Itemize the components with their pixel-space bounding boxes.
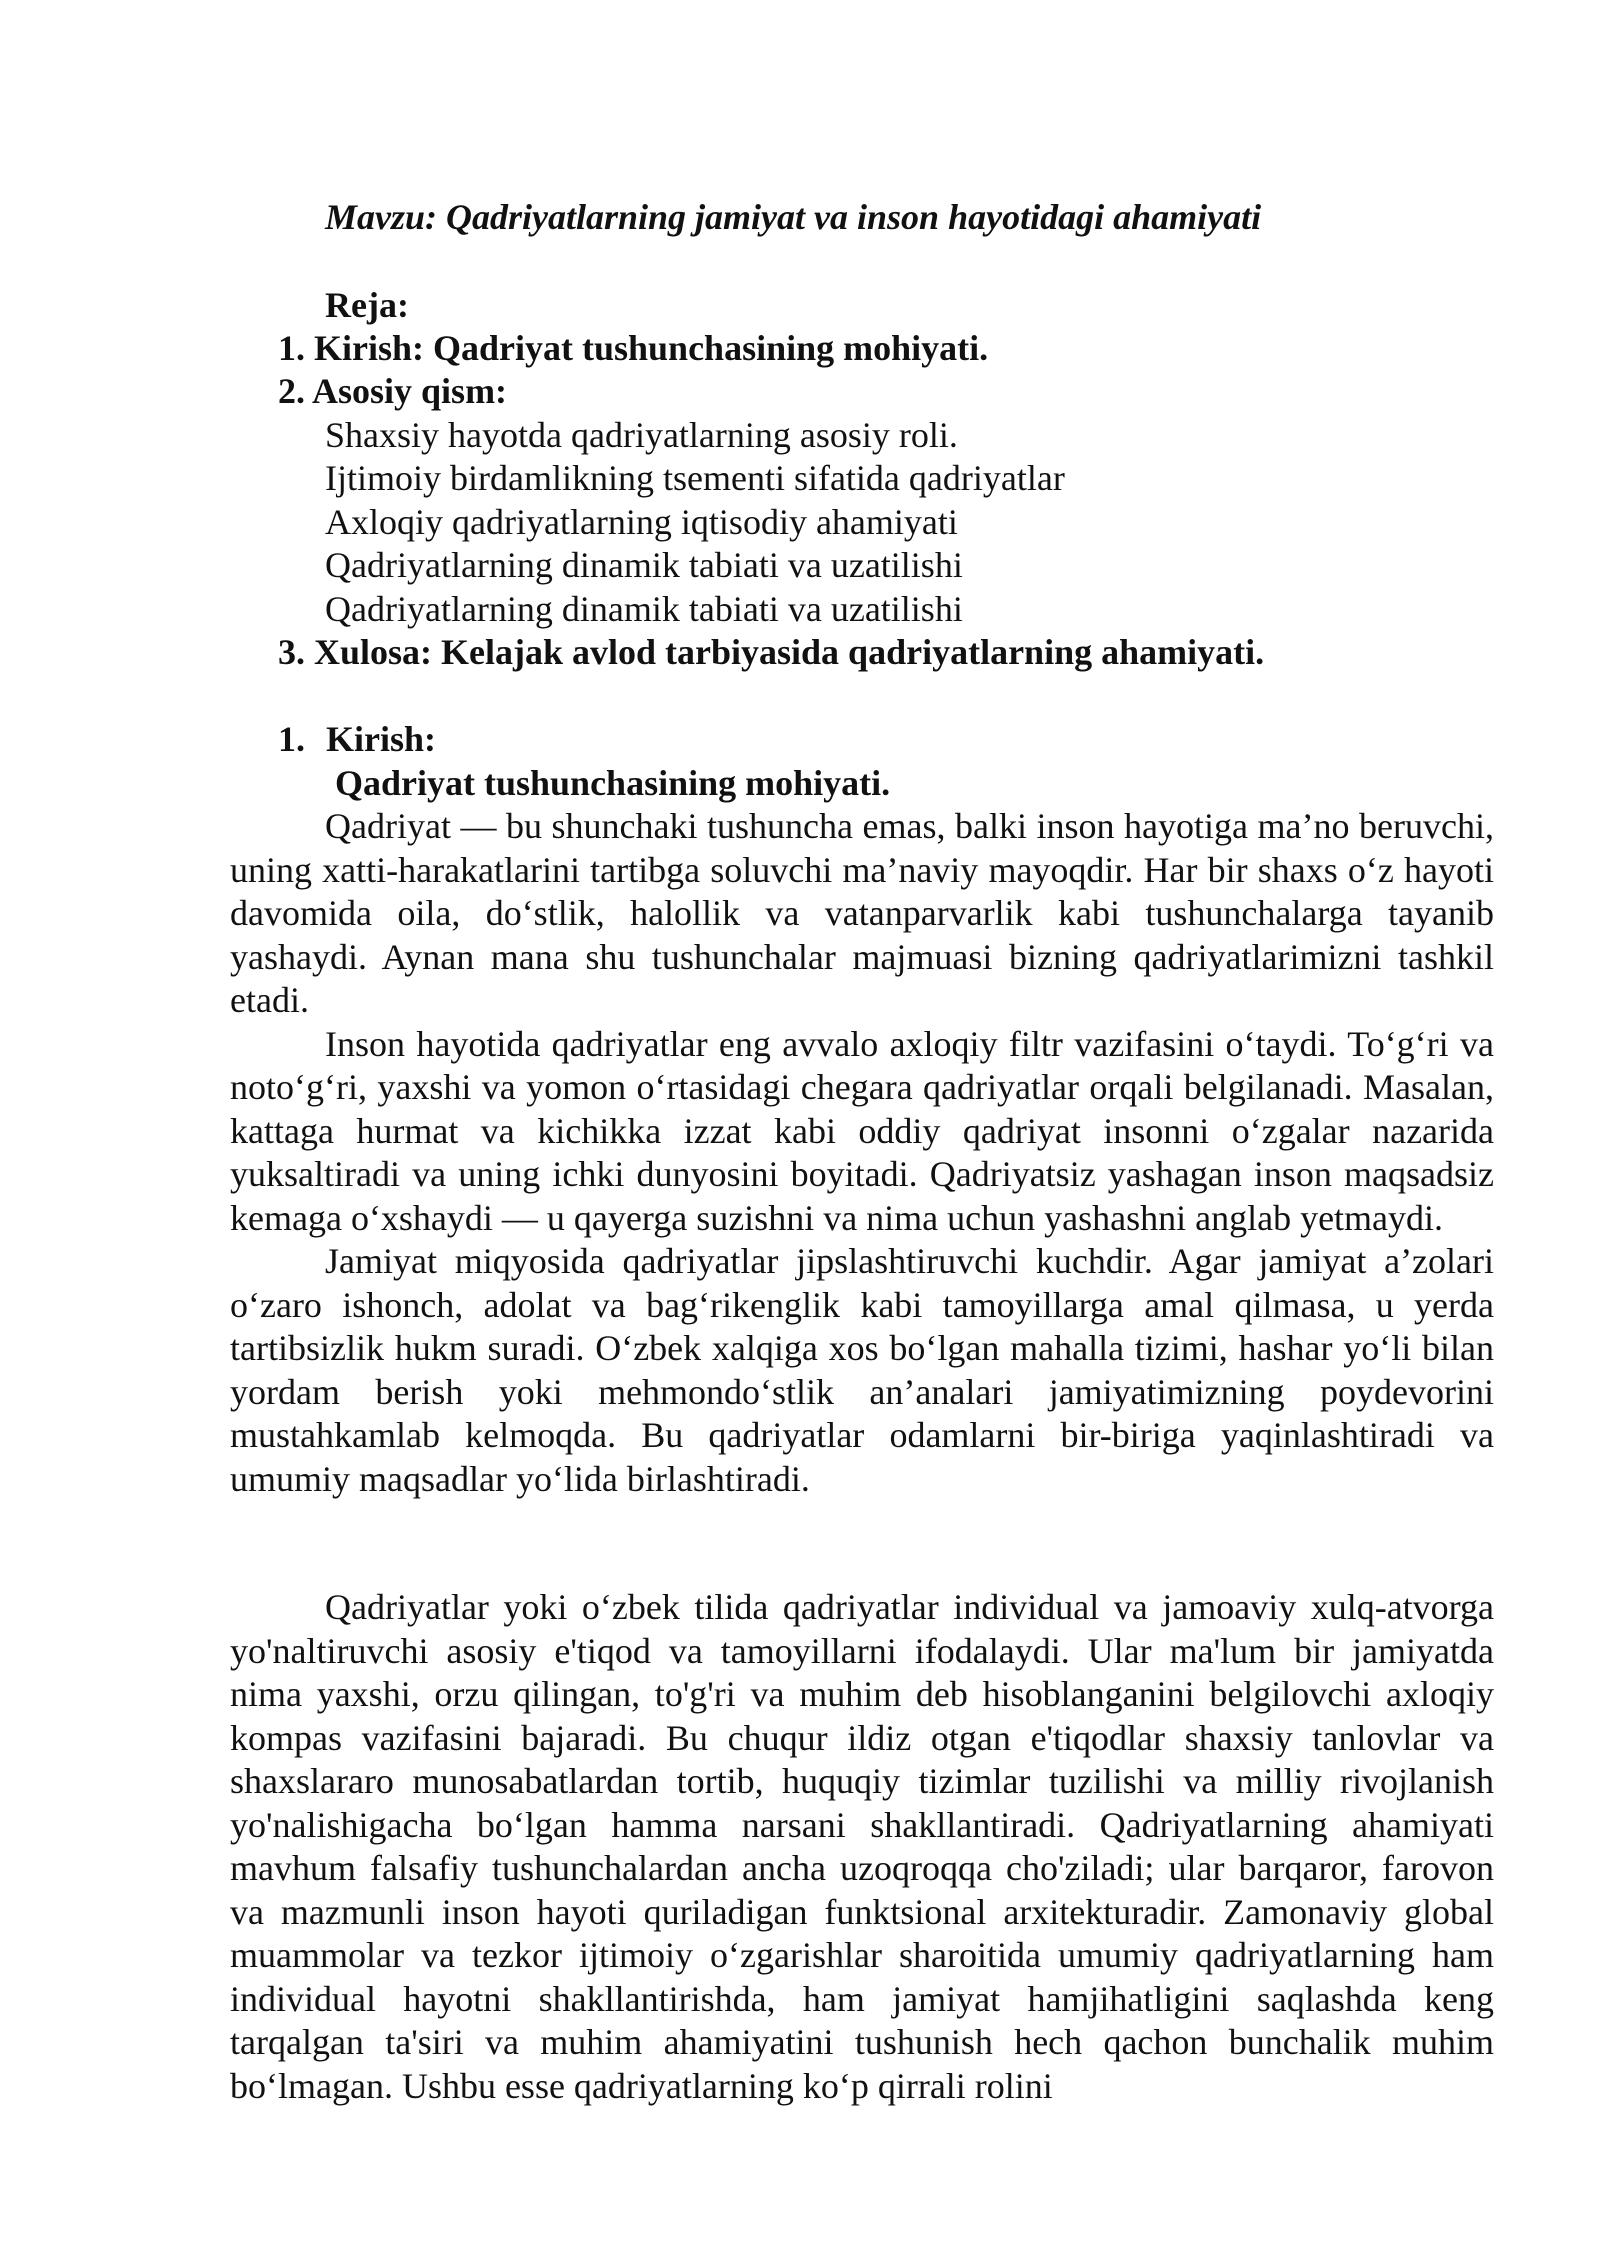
section-body bbox=[230, 805, 1494, 1501]
plan-heading: Reja: bbox=[325, 285, 409, 325]
plan-subitem: Shaxsiy hayotda qadriyatlarning asosiy roli. bbox=[325, 415, 958, 455]
plan-item-1: 1. Kirish: Qadriyat tushunchasining mohiyati. bbox=[278, 328, 989, 368]
section-heading: Kirish: bbox=[326, 719, 437, 759]
plan-item-2: 2. Asosiy qism: bbox=[278, 371, 508, 411]
plan-subitem: Ijtimoiy birdamlikning tsementi sifatida qadriyatlar bbox=[325, 458, 1065, 498]
plan-subitem: Qadriyatlarning dinamik tabiati va uzatilishi bbox=[325, 545, 963, 585]
section-number: 1. bbox=[278, 719, 305, 759]
paragraph: Inson hayotida qadriyatlar eng avvalo axloqiy filtr vazifasini o‘taydi. To‘g‘ri va noto‘g‘ri, yaxshi va yomon o‘rtasidagi chegara qadriyatlar orqali belgilanadi. Masalan, kattaga hurmat va kichikka izzat kabi oddiy qadriyat insonni o‘zgalar nazarida yuksaltiradi va uning ichki dunyosini boyitadi. Qadriyatsiz yashagan inson maqsadsiz kemaga o‘xshaydi — u qayerga suzishni va nima uchun yashashni anglab yetmaydi. bbox=[230, 1023, 1494, 1238]
paragraph: Qadriyatlar yoki o‘zbek tilida qadriyatlar individual va jamoaviy xulq-atvorga yo'naltiruvchi asosiy e'tiqod va tamoyillarni ifodalaydi. Ular ma'lum bir jamiyatda nima yaxshi, orzu qilingan, to'g'ri va muhim deb hisoblanganini belgilovchi axloqiy kompas vazifasini bajaradi. Bu chuqur ildiz otgan e'tiqodlar shaxsiy tanlovlar va shaxslararo munosabatlardan tortib, huquqiy tizimlar tuzilishi va milliy rivojlanish yo'nalishigacha bo‘lgan hamma narsani shakllantiradi. Qadriyatlarning ahamiyati mavhum falsafiy tushunchalardan ancha uzoqroqqa cho'ziladi; ular barqaror, farovon va mazmunli inson hayoti quriladigan funktsional arxitekturadir. Zamonaviy global muammolar va tezkor ijtimoiy o‘zgarishlar sharoitida umumiy qadriyatlarning ham individual hayotni shakllantirishda, ham jamiyat hamjihatligini saqlashda keng tarqalgan ta'siri va muhim ahamiyatini tushunish hech qachon bunchalik muhim bo‘lmagan. Ushbu esse qadriyatlarning ko‘p qirrali rolini bbox=[230, 1587, 1494, 2106]
plan-item-3: 3. Xulosa: Kelajak avlod tarbiyasida qadriyatlarning ahamiyati. bbox=[278, 632, 1265, 672]
document-title: Mavzu: Qadriyatlarning jamiyat va inson hayotidagi ahamiyati bbox=[325, 197, 1262, 237]
plan-subitem: Axloqiy qadriyatlarning iqtisodiy ahamiyati bbox=[325, 502, 958, 542]
paragraph: Qadriyat — bu shunchaki tushuncha emas, balki inson hayotiga ma’no beruvchi, uning xatti-harakatlarini tartibga soluvchi ma’naviy mayoqdir. Har bir shaxs o‘z hayoti davomida oila, do‘stlik, halollik va vatanparvarlik kabi tushunchalarga tayanib yashaydi. Aynan mana shu tushunchalar majmuasi bizning qadriyatlarimizni tashkil etadi. bbox=[230, 806, 1494, 1020]
plan-subitem: Qadriyatlarning dinamik tabiati va uzatilishi bbox=[325, 589, 963, 629]
paragraph: Jamiyat miqyosida qadriyatlar jipslashtiruvchi kuchdir. Agar jamiyat a’zolari o‘zaro ishonch, adolat va bag‘rikenglik kabi tamoyillarga amal qilmasa, u yerda tartibsizlik hukm suradi. O‘zbek xalqiga xos bo‘lgan mahalla tizimi, hashar yo‘li bilan yordam berish yoki mehmondo‘stlik an’analari jamiyatimizning poydevorini mustahkamlab kelmoqda. Bu qadriyatlar odamlarni bir-biriga yaqinlashtiradi va umumiy maqsadlar yo‘lida birlashtiradi. bbox=[230, 1241, 1494, 1499]
essay-body bbox=[230, 1586, 1494, 2108]
section-subheading: Qadriyat tushunchasining mohiyati. bbox=[335, 763, 891, 803]
